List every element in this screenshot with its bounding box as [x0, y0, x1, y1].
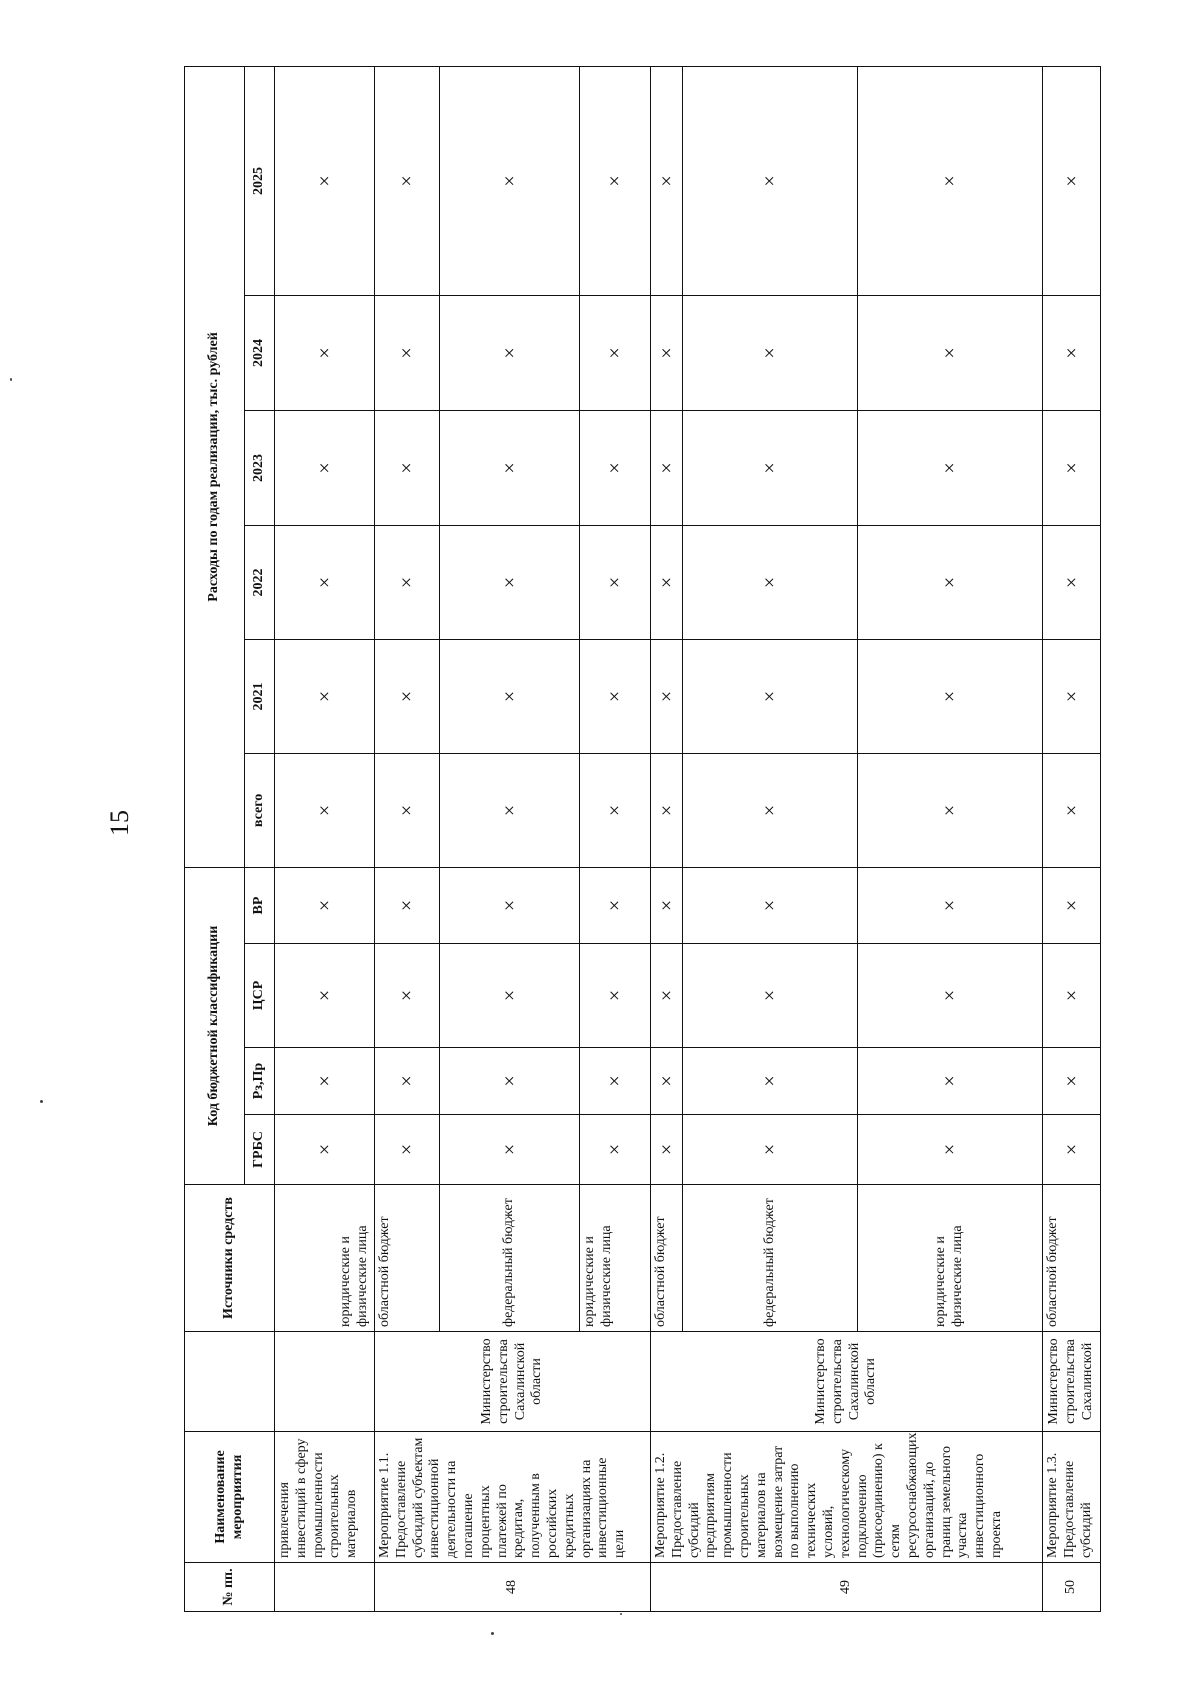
year-2023-cell: ×: [275, 410, 375, 525]
csr-cell: ×: [683, 944, 858, 1048]
scan-speck: [491, 1632, 494, 1635]
vr-cell: ×: [580, 867, 651, 943]
vr-cell: ×: [858, 867, 1043, 943]
grbs-cell: ×: [275, 1115, 375, 1185]
year-2021-cell: ×: [683, 639, 858, 753]
csr-cell: ×: [1043, 944, 1101, 1048]
rzpr-cell: ×: [440, 1048, 580, 1115]
source-cell: юридические и физические лица: [858, 1185, 1043, 1332]
header-year-2024: 2024: [245, 295, 275, 410]
year-2022-cell: ×: [275, 525, 375, 639]
responsible-cell: Министерство строительства Сахалинской: [1043, 1332, 1101, 1432]
grbs-cell: ×: [651, 1115, 683, 1185]
measure-name-cell: привлечения инвестиций в сферу промышленности строительных материалов: [275, 1432, 375, 1563]
table-row: [375, 66, 440, 1611]
year-2025-cell: ×: [683, 66, 858, 295]
year-2022-cell: ×: [1043, 525, 1101, 639]
year-2021-cell: ×: [651, 639, 683, 753]
year-2021-cell: ×: [1043, 639, 1101, 753]
year-2025-cell: ×: [275, 66, 375, 295]
scan-speck: [10, 378, 12, 381]
header-code-group: Код бюджетной классификации: [185, 867, 245, 1184]
year-2024-cell: ×: [683, 295, 858, 410]
year-2024-cell: ×: [440, 295, 580, 410]
measure-name-cell: Мероприятие 1.1. Предоставление субсидий субъектам инвестиционной деятельности на погашение процентных платежей по кредитам, полученным в российских кредитных организациях на инвестиционные цели: [375, 1432, 651, 1563]
year-2023-cell: ×: [375, 410, 440, 525]
responsible-cell: [275, 1332, 375, 1432]
csr-cell: ×: [275, 944, 375, 1048]
csr-cell: ×: [858, 944, 1043, 1048]
year-2022-cell: ×: [651, 525, 683, 639]
year-2024-cell: ×: [580, 295, 651, 410]
table-row: [651, 66, 683, 1611]
grbs-cell: ×: [375, 1115, 440, 1185]
header-year-2021: 2021: [245, 639, 275, 753]
scan-speck: [620, 1613, 622, 1615]
rzpr-cell: ×: [580, 1048, 651, 1115]
header-vr: ВР: [245, 867, 275, 943]
year-2024-cell: ×: [651, 295, 683, 410]
header-year-2023: 2023: [245, 410, 275, 525]
year-2021-cell: ×: [275, 639, 375, 753]
rzpr-cell: ×: [651, 1048, 683, 1115]
header-rzpr: Рз,Пр: [245, 1048, 275, 1115]
rzpr-cell: ×: [275, 1048, 375, 1115]
year-2021-cell: ×: [440, 639, 580, 753]
source-cell: юридические и физические лица: [580, 1185, 651, 1332]
rzpr-cell: ×: [683, 1048, 858, 1115]
header-total: всего: [245, 753, 275, 867]
vr-cell: ×: [275, 867, 375, 943]
grbs-cell: ×: [440, 1115, 580, 1185]
header-year-2022: 2022: [245, 525, 275, 639]
year-2023-cell: ×: [651, 410, 683, 525]
year-2025-cell: ×: [440, 66, 580, 295]
year-2024-cell: ×: [375, 295, 440, 410]
vr-cell: ×: [1043, 867, 1101, 943]
year-2024-cell: ×: [275, 295, 375, 410]
source-cell: юридические и физические лица: [275, 1185, 375, 1332]
total-cell: ×: [683, 753, 858, 867]
header-expenses-group: Расходы по годам реализации, тыс. рублей: [185, 66, 245, 867]
year-2024-cell: ×: [858, 295, 1043, 410]
year-2022-cell: ×: [375, 525, 440, 639]
year-2024-cell: ×: [1043, 295, 1101, 410]
grbs-cell: ×: [1043, 1115, 1101, 1185]
row-num-cell: 48: [375, 1563, 651, 1612]
budget-table-rotated: [184, 67, 1095, 1612]
budget-table: [184, 66, 1101, 1612]
header-responsible: [185, 1332, 275, 1432]
header-num: № пп.: [185, 1563, 275, 1612]
year-2025-cell: ×: [580, 66, 651, 295]
year-2022-cell: ×: [440, 525, 580, 639]
year-2021-cell: ×: [375, 639, 440, 753]
header-name: Наименование мероприятия: [185, 1432, 275, 1563]
header-grbs: ГРБС: [245, 1115, 275, 1185]
year-2023-cell: ×: [1043, 410, 1101, 525]
total-cell: ×: [858, 753, 1043, 867]
total-cell: ×: [275, 753, 375, 867]
total-cell: ×: [651, 753, 683, 867]
source-cell: федеральный бюджет: [440, 1185, 580, 1332]
header-csr: ЦСР: [245, 944, 275, 1048]
measure-name-cell: Мероприятие 1.2. Предоставление субсидий предприятиям промышленности строительных материалов на возмещение затрат по выполнению технических условий, технологическому подключению (присоединению) к сетям ресурсоснабжающих организаций, до границ земельного участка инвестиционного проекта: [651, 1432, 1043, 1563]
rzpr-cell: ×: [375, 1048, 440, 1115]
year-2025-cell: ×: [651, 66, 683, 295]
rzpr-cell: ×: [1043, 1048, 1101, 1115]
year-2025-cell: ×: [858, 66, 1043, 295]
year-2022-cell: ×: [580, 525, 651, 639]
source-cell: областной бюджет: [651, 1185, 683, 1332]
csr-cell: ×: [375, 944, 440, 1048]
page-number: 15: [105, 810, 134, 836]
total-cell: ×: [1043, 753, 1101, 867]
grbs-cell: ×: [858, 1115, 1043, 1185]
vr-cell: ×: [683, 867, 858, 943]
header-year-2025: 2025: [245, 66, 275, 295]
vr-cell: ×: [651, 867, 683, 943]
year-2021-cell: ×: [858, 639, 1043, 753]
total-cell: ×: [580, 753, 651, 867]
grbs-cell: ×: [580, 1115, 651, 1185]
year-2023-cell: ×: [683, 410, 858, 525]
year-2023-cell: ×: [580, 410, 651, 525]
grbs-cell: ×: [683, 1115, 858, 1185]
csr-cell: ×: [440, 944, 580, 1048]
year-2025-cell: ×: [375, 66, 440, 295]
row-num-cell: 50: [1043, 1563, 1101, 1612]
vr-cell: ×: [375, 867, 440, 943]
table-row: [275, 66, 375, 1611]
row-num-cell: [275, 1563, 375, 1612]
scan-speck: [40, 1100, 43, 1103]
row-num-cell: 49: [651, 1563, 1043, 1612]
header-sources: Источники средств: [185, 1185, 275, 1332]
year-2022-cell: ×: [858, 525, 1043, 639]
year-2025-cell: ×: [1043, 66, 1101, 295]
year-2022-cell: ×: [683, 525, 858, 639]
measure-name-cell: Мероприятие 1.3. Предоставление субсидий: [1043, 1432, 1101, 1563]
rzpr-cell: ×: [858, 1048, 1043, 1115]
source-cell: федеральный бюджет: [683, 1185, 858, 1332]
vr-cell: ×: [440, 867, 580, 943]
csr-cell: ×: [651, 944, 683, 1048]
total-cell: ×: [440, 753, 580, 867]
year-2023-cell: ×: [858, 410, 1043, 525]
total-cell: ×: [375, 753, 440, 867]
year-2023-cell: ×: [440, 410, 580, 525]
source-cell: областной бюджет: [375, 1185, 440, 1332]
responsible-cell: Министерство строительства Сахалинской области: [375, 1332, 651, 1432]
csr-cell: ×: [580, 944, 651, 1048]
responsible-cell: Министерство строительства Сахалинской области: [651, 1332, 1043, 1432]
year-2021-cell: ×: [580, 639, 651, 753]
source-cell: областной бюджет: [1043, 1185, 1101, 1332]
table-row: [1043, 66, 1101, 1611]
